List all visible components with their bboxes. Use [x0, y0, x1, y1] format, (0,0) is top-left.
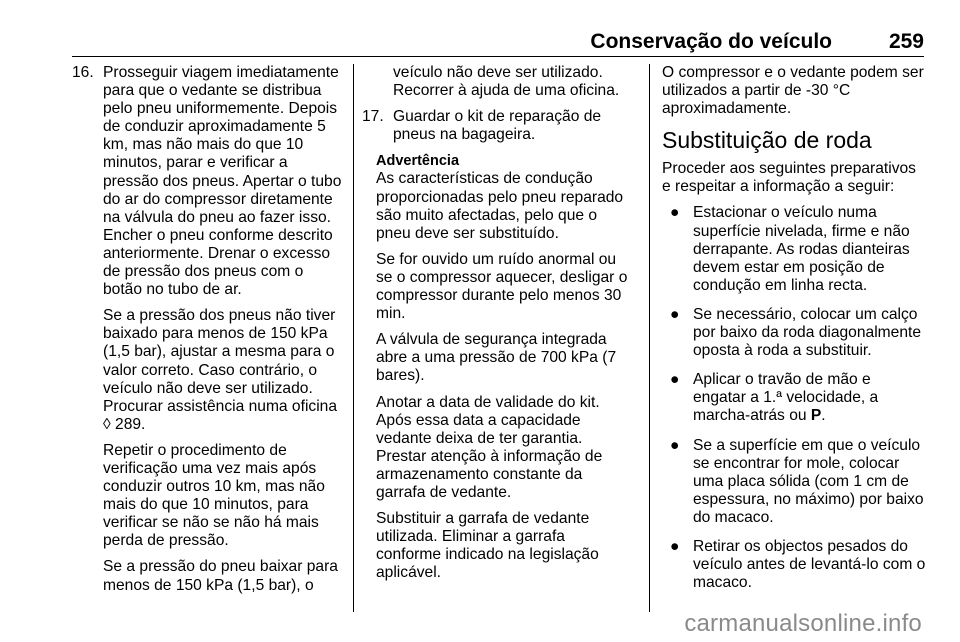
header-rule — [72, 56, 924, 57]
bullet-dot-icon: ● — [670, 305, 680, 323]
paragraph: Se a pressão dos pneus não tiver baixado para menos de 150 kPa (1,5 bar), ajustar a mesma para o valor correto. Caso contrário, o veículo não deve ser utilizado. Procurar assistência numa oficina ◊ 289. — [103, 307, 338, 433]
bullet-text-part: Aplicar o travão de mão e engatar a 1.ª velocidade, a marcha-atrás ou — [693, 371, 879, 425]
bullet-text: Se a superfície em que o veículo se encontrar for mole, colocar uma placa sólida (com 1 cm de espessura, no máximo) por baixo do macaco. — [693, 436, 924, 526]
bullet-item — [662, 204, 926, 294]
page-header-title: Conservação do veículo — [590, 30, 832, 53]
bullet-text: Se necessário, colocar um calço por baixo da roda diagonalmente oposta à roda a substituir. — [693, 305, 922, 360]
paragraph: Se a pressão do pneu baixar para menos de 150 kPa (1,5 bar), o — [103, 558, 338, 594]
paragraph: Proceder aos seguintes preparativos e respeitar a informação a seguir: — [662, 160, 916, 196]
paragraph: Prosseguir viagem imediatamente para que o vedante se distribua pelo pneu uniformemente. Depois de conduzir aproximadamente 5 km, mas não mais do que 10 minutos, parar e verificar a pressão dos pneus. Apertar o tubo do ar do compressor diretamente na válvula do pneu ao fazer isso. Encher o pneu conforme descrito anteriormente. Drenar o excesso de pressão dos pneus com o botão no tubo de ar. — [103, 64, 342, 299]
bullet-text: Estacionar o veículo numa superfície nivelada, firme e não derrapante. As rodas dianteiras devem estar em posição de condução em linha recta. — [693, 204, 910, 294]
bullet-dot-icon: ● — [670, 436, 680, 454]
gear-p-label: P — [810, 407, 822, 425]
page-number: 259 — [888, 30, 924, 53]
column-divider-1 — [353, 64, 354, 612]
warning-box — [362, 152, 634, 582]
paragraph: veículo não deve ser utilizado. Recorrer à ajuda de uma oficina. — [393, 64, 620, 100]
paragraph: Repetir o procedimento de verificação uma vez mais após conduzir outros 10 km, mas não mais do que 10 minutos, para verificar se não se não há mais perda de pressão. — [103, 441, 325, 550]
bullet-item — [662, 437, 926, 527]
column-2 — [362, 64, 634, 590]
step-number: 16. — [72, 64, 94, 81]
bullet-dot-icon: ● — [670, 371, 680, 389]
paragraph: As características de condução proporcionadas pelo pneu reparado são muito afectadas, pelo que o pneu deve ser substituído. — [376, 170, 624, 242]
step-number: 17. — [362, 108, 384, 126]
section-heading: Substituição de roda — [662, 127, 872, 154]
bullet-dot-icon: ● — [670, 204, 680, 222]
bullet-dot-icon: ● — [670, 537, 680, 555]
warning-title: Advertência — [376, 153, 460, 170]
step-16 — [72, 64, 342, 595]
bullet-item — [662, 371, 926, 425]
paragraph: Substituir a garrafa de vedante utilizada. Eliminar a garrafa conforme indicado na legislação aplicável. — [376, 510, 599, 582]
bullet-item — [662, 306, 926, 360]
paragraph: O compressor e o vedante podem ser utilizados a partir de -30 °C aproximadamente. — [662, 64, 924, 118]
watermark: carmanualsonline.info — [684, 610, 922, 637]
bullet-text-part: . — [821, 407, 826, 425]
bullet-item — [662, 538, 926, 592]
bullet-text — [693, 371, 878, 424]
step-17 — [362, 108, 634, 144]
column-3 — [662, 64, 926, 603]
bullet-text: Retirar os objectos pesados do veículo antes de levantá-lo com o macaco. — [693, 537, 926, 592]
column-divider-2 — [649, 64, 650, 612]
paragraph: Guardar o kit de reparação de pneus na bagageira. — [393, 108, 602, 144]
paragraph: Anotar a data de validade do kit. Após essa data a capacidade vedante deixa de ter garantia. Prestar atenção à informação de armazenamento constante da garrafa de vedante. — [376, 393, 603, 501]
paragraph: A válvula de segurança integrada abre a uma pressão de 700 kPa (7 bares). — [376, 331, 617, 385]
column-1 — [72, 64, 342, 603]
paragraph: Se for ouvido um ruído anormal ou se o compressor aquecer, desligar o compressor durante pelo menos 30 min. — [376, 250, 628, 323]
step-16-continued — [362, 64, 634, 100]
